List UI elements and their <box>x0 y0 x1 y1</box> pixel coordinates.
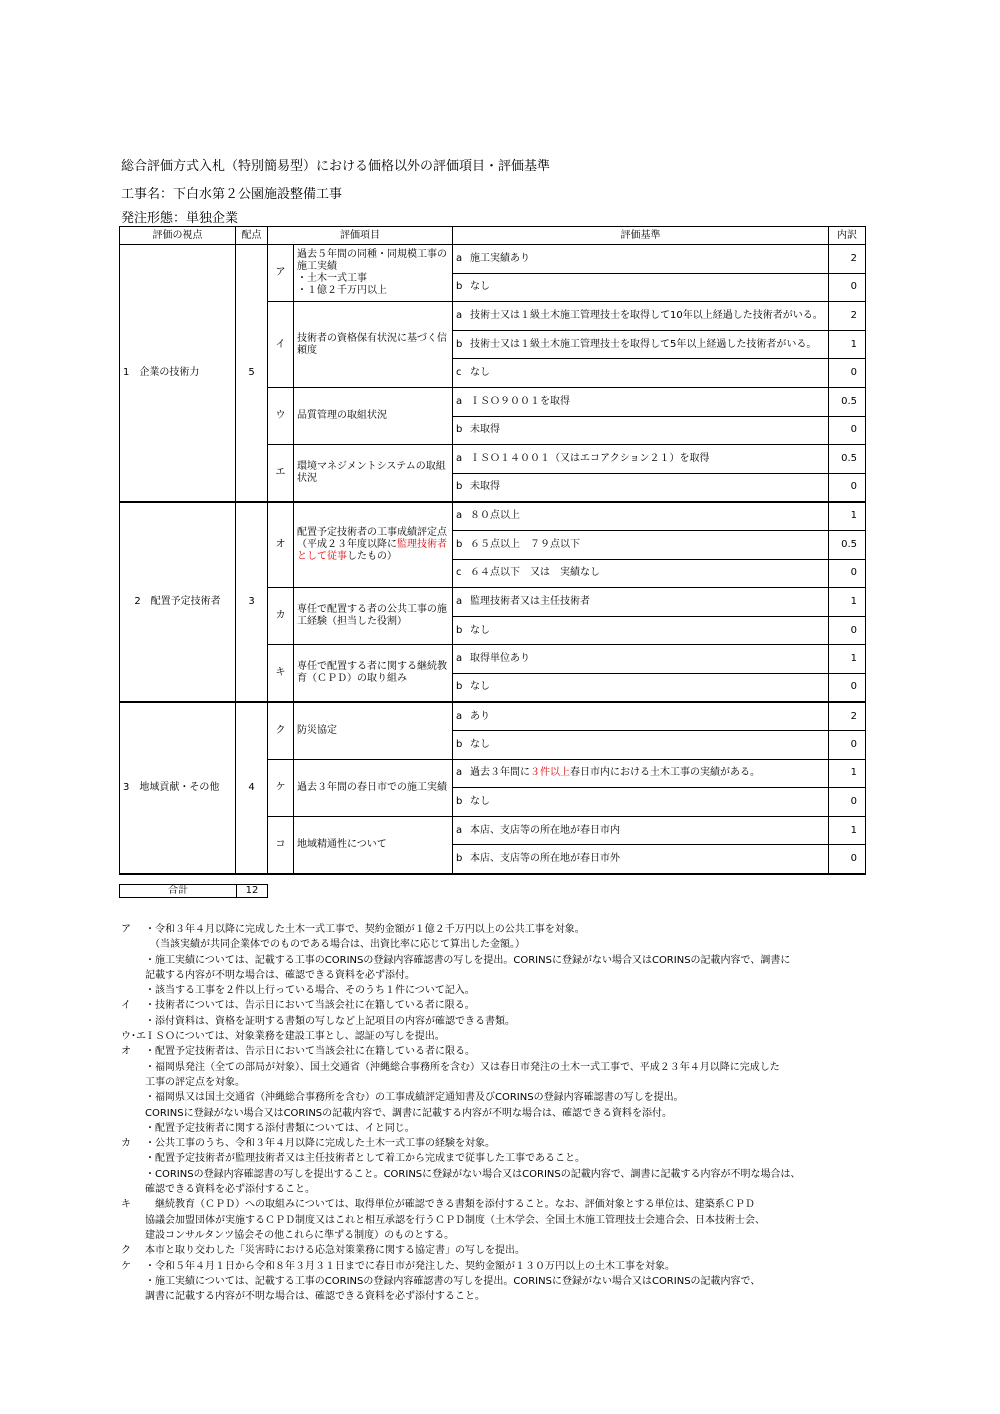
total-table <box>119 884 268 898</box>
criterion-text: なし <box>470 796 490 808</box>
criterion-label: b <box>456 624 463 636</box>
item-key: ア <box>268 245 294 302</box>
item-key: ウ <box>268 387 294 444</box>
criterion-text: 未取得 <box>470 424 500 436</box>
note-text: （当該実績が共同企業体でのものである場合は、出資比率に応じて算出した金額。） <box>145 939 525 951</box>
header-criteria: 評価基準 <box>453 227 829 245</box>
criterion-label: a <box>456 510 463 522</box>
criterion-label: a <box>456 767 463 779</box>
item-text: 専任で配置する者に関する継続教育（ＣＰＤ）の取り組み <box>294 645 453 702</box>
criterion-cell <box>453 673 829 702</box>
work-name: 工事名：下白水第２公園施設整備工事 <box>121 187 343 202</box>
note-line <box>121 1197 881 1212</box>
breakdown-value: 0 <box>829 416 866 445</box>
item-text <box>294 502 453 588</box>
note-key: イ <box>121 1000 131 1012</box>
breakdown-value: 1 <box>829 645 866 674</box>
note-text: ・CORINSの登録内容確認書の写しを提出すること。CORINSに登録がない場合又はCORINSの記載内容で、調書に記載する内容が不明な場合は、 <box>145 1168 801 1180</box>
criterion-text: ＩＳＯ９００１を取得 <box>470 395 570 407</box>
criterion-cell <box>453 473 829 502</box>
note-text: ・福岡県又は国土交通省（沖縄総合事務所を含む）の工事成績評定通知書及びCORINSの登録内容確認書の写しを提出。 <box>145 1092 684 1104</box>
criterion-text: 本店、支店等の所在地が春日市内 <box>470 824 620 836</box>
breakdown-value: 0.5 <box>829 387 866 416</box>
note-text: ・添付資料は、資格を証明する書類の写しなど上記項目の内容が確認できる書類。 <box>145 1015 515 1027</box>
item-text: 環境マネジメントシステムの取組状況 <box>294 445 453 502</box>
note-line <box>121 1228 881 1243</box>
note-line <box>121 922 881 937</box>
note-line <box>121 1167 881 1182</box>
note-text: ＩＳＯについては、対象業務を建設工事とし、認証の写しを提出。 <box>145 1031 445 1043</box>
header-points: 配点 <box>236 227 268 245</box>
criterion-text: 技術士又は１級土木施工管理技士を取得して10年以上経過した技術者がいる。 <box>470 309 823 321</box>
item-key: ク <box>268 702 294 759</box>
criterion-cell <box>453 759 829 788</box>
note-text: ・令和５年４月１日から令和８年３月３１日までに春日市が発注した、契約金額が１３０万円以上の土木工事を対象。 <box>145 1260 675 1272</box>
points-cell: 3 <box>236 502 268 702</box>
item-key: ケ <box>268 759 294 816</box>
note-line <box>121 1106 881 1121</box>
breakdown-value: 1 <box>829 816 866 845</box>
table-row <box>120 245 866 274</box>
note-line <box>121 1121 881 1136</box>
note-text: ・公共工事のうち、令和３年４月以降に完成した土木一式工事の経験を対象。 <box>145 1138 495 1150</box>
note-line <box>121 998 881 1013</box>
criterion-label: b <box>456 796 463 808</box>
note-text: 記載する内容が不明な場合は、確認できる資料を必ず添付。 <box>145 969 415 981</box>
note-text: CORINSに登録がない場合又はCORINSの記載内容で、調書に記載する内容が不明な場合は、確認できる資料を添付。 <box>145 1107 672 1119</box>
note-text: ・配置予定技術者は、告示日において当該会社に在籍している者に限る。 <box>145 1046 475 1058</box>
evaluation-table <box>119 226 866 875</box>
criterion-cell <box>453 359 829 388</box>
breakdown-value: 0 <box>829 788 866 817</box>
criterion-label: b <box>456 681 463 693</box>
note-line <box>121 1060 881 1075</box>
criterion-label: a <box>456 653 463 665</box>
note-key: ケ <box>121 1260 131 1272</box>
criterion-label: a <box>456 252 463 264</box>
note-text: ・配置予定技術者が監理技術者又は主任技術者として着工から完成まで従事した工事であること。 <box>145 1153 585 1165</box>
item-text-highlight: 監理技術者として従事 <box>297 538 447 562</box>
note-line <box>121 968 881 983</box>
note-key: キ <box>121 1199 131 1211</box>
note-line <box>121 1289 881 1304</box>
criterion-text: ６４点以下 又は 実績なし <box>470 567 600 579</box>
item-text: 地域精通性について <box>294 816 453 873</box>
criterion-text: なし <box>470 624 490 636</box>
breakdown-value: 0 <box>829 673 866 702</box>
note-line <box>121 1090 881 1105</box>
criterion-text: ８０点以上 <box>470 510 520 522</box>
criterion-text: なし <box>470 281 490 293</box>
criterion-cell <box>453 387 829 416</box>
document-title: 総合評価方式入札（特別簡易型）における価格以外の評価項目・評価基準 <box>121 159 551 174</box>
viewpoint-cell: 3 地域貢献・その他 <box>120 702 236 874</box>
item-key: コ <box>268 816 294 873</box>
note-line <box>121 1029 881 1044</box>
note-line <box>121 1075 881 1090</box>
note-text: ・施工実績については、記載する工事のCORINSの登録内容確認書の写しを提出。CORINSに登録がない場合又はCORINSの記載内容で、調書に <box>145 954 791 966</box>
notes-section <box>121 922 881 1304</box>
criterion-cell <box>453 273 829 302</box>
criterion-text: 監理技術者又は主任技術者 <box>470 595 590 607</box>
criterion-label: b <box>456 338 463 350</box>
breakdown-value: 0 <box>829 616 866 645</box>
criterion-text-highlight: ３件以上 <box>530 767 570 779</box>
criterion-cell <box>453 302 829 331</box>
note-text: 協議会加盟団体が実施するＣＰＤ制度又はこれと相互承認を行うＣＰＤ制度（土木学会、全国土木施工管理技士会連合会、日本技術士会、 <box>145 1214 765 1226</box>
points-cell: 5 <box>236 245 268 502</box>
note-key: ク <box>121 1245 131 1257</box>
breakdown-value: 1 <box>829 588 866 617</box>
note-text: 継続教育（ＣＰＤ）への取組みについては、取得単位が確認できる書類を添付すること。なお、評価対象とする単位は、建築系ＣＰＤ <box>145 1199 755 1211</box>
criterion-cell <box>453 245 829 274</box>
note-key: ア <box>121 924 131 935</box>
criterion-text-part: 過去３年間に <box>470 767 530 779</box>
criterion-cell <box>453 330 829 359</box>
item-key: カ <box>268 588 294 645</box>
breakdown-value: 0.5 <box>829 445 866 474</box>
breakdown-value: 0.5 <box>829 530 866 559</box>
breakdown-value: 0 <box>829 473 866 502</box>
note-text: ・該当する工事を２件以上行っている場合、そのうち１件について記入。 <box>145 985 475 997</box>
note-text: 調書に記載する内容が不明な場合は、確認できる資料を必ず添付すること。 <box>145 1291 485 1303</box>
item-text: 品質管理の取組状況 <box>294 387 453 444</box>
criterion-label: a <box>456 595 463 607</box>
table-row <box>120 502 866 531</box>
breakdown-value: 0 <box>829 731 866 760</box>
item-text: 過去３年間の春日市での施工実績 <box>294 759 453 816</box>
header-viewpoint: 評価の視点 <box>120 227 236 245</box>
breakdown-value: 2 <box>829 245 866 274</box>
criterion-text: 施工実績あり <box>470 252 530 264</box>
breakdown-value: 1 <box>829 502 866 531</box>
note-key: カ <box>121 1138 131 1150</box>
note-text: ・令和３年４月以降に完成した土木一式工事で、契約金額が１億２千万円以上の公共工事を対象。 <box>145 924 585 935</box>
item-text: 専任で配置する者の公共工事の施工経験（担当した役割） <box>294 588 453 645</box>
item-text-part: したもの） <box>347 550 397 562</box>
criterion-cell <box>453 731 829 760</box>
note-line <box>121 953 881 968</box>
item-key: イ <box>268 302 294 388</box>
note-line <box>121 1182 881 1197</box>
item-key: エ <box>268 445 294 502</box>
breakdown-value: 2 <box>829 302 866 331</box>
note-text: 建設コンサルタンツ協会その他これらに準ずる制度）のものとする。 <box>145 1229 455 1241</box>
item-text: 過去５年間の同種・同規模工事の施工実績 ・土木一式工事 ・１億２千万円以上 <box>294 245 453 302</box>
header-item: 評価項目 <box>268 227 453 245</box>
note-text: ・配置予定技術者に関する添付書類については、イと同じ。 <box>145 1122 415 1134</box>
criterion-text: なし <box>470 738 490 750</box>
criterion-label: b <box>456 738 463 750</box>
note-line <box>121 1243 881 1258</box>
criterion-text-part: 春日市内における土木工事の実績がある。 <box>570 767 760 779</box>
note-line <box>121 1151 881 1166</box>
criterion-cell <box>453 416 829 445</box>
criterion-text: なし <box>470 367 490 379</box>
criterion-cell <box>453 502 829 531</box>
note-text: 工事の評定点を対象。 <box>145 1076 245 1088</box>
item-text-part: 配置予定技術者の工事成績評定点（平成２３年度以降に <box>297 526 447 550</box>
criterion-text: 取得単位あり <box>470 653 530 665</box>
criterion-label: b <box>456 281 463 293</box>
criterion-text: なし <box>470 681 490 693</box>
note-key: オ <box>121 1046 131 1058</box>
breakdown-value: 0 <box>829 359 866 388</box>
criterion-cell <box>453 530 829 559</box>
note-line <box>121 1136 881 1151</box>
breakdown-value: 0 <box>829 845 866 874</box>
note-key: ウ･エ <box>121 1031 146 1043</box>
viewpoint-cell: 2 配置予定技術者 <box>120 502 236 702</box>
breakdown-value: 2 <box>829 702 866 731</box>
note-line <box>121 983 881 998</box>
note-line <box>121 1014 881 1029</box>
note-text: ・技術者については、告示日において当該会社に在籍している者に限る。 <box>145 1000 475 1012</box>
criterion-cell <box>453 816 829 845</box>
criterion-cell <box>453 788 829 817</box>
item-key: キ <box>268 645 294 702</box>
criterion-text: 未取得 <box>470 481 500 493</box>
criterion-label: a <box>456 710 463 722</box>
order-form: 発注形態：単独企業 <box>121 211 239 226</box>
breakdown-value: 0 <box>829 273 866 302</box>
criterion-text: 本店、支店等の所在地が春日市外 <box>470 853 620 865</box>
criterion-label: b <box>456 538 463 550</box>
breakdown-value: 0 <box>829 559 866 588</box>
note-text: 本市と取り交わした「災害時における応急対策業務に関する協定書」の写しを提出。 <box>145 1245 525 1257</box>
criterion-text: ６５点以上 ７９点以下 <box>470 538 580 550</box>
criterion-cell <box>453 645 829 674</box>
note-line <box>121 1044 881 1059</box>
note-text: ・福岡県発注（全ての部局が対象）、国土交通省（沖縄総合事務所を含む）又は春日市発注の土木一式工事で、平成２３年４月以降に完成した <box>145 1061 780 1073</box>
note-line <box>121 1274 881 1289</box>
total-label: 合計 <box>120 885 237 898</box>
table-row <box>120 702 866 731</box>
breakdown-value: 1 <box>829 330 866 359</box>
total-value: 12 <box>237 885 268 898</box>
item-text: 技術者の資格保有状況に基づく信頼度 <box>294 302 453 388</box>
criterion-label: c <box>456 567 462 579</box>
criterion-cell <box>453 445 829 474</box>
item-key: オ <box>268 502 294 588</box>
criterion-cell <box>453 845 829 874</box>
note-line <box>121 1259 881 1274</box>
criterion-text: ＩＳＯ１４００１（又はエコアクション２１）を取得 <box>470 452 710 464</box>
note-line <box>121 1213 881 1228</box>
criterion-cell <box>453 588 829 617</box>
header-breakdown: 内訳 <box>829 227 866 245</box>
viewpoint-cell: 1 企業の技術力 <box>120 245 236 502</box>
criterion-label: a <box>456 309 463 321</box>
criterion-cell <box>453 616 829 645</box>
note-line <box>121 937 881 952</box>
criterion-label: a <box>456 824 463 836</box>
criterion-label: a <box>456 452 463 464</box>
table-header-row <box>120 227 866 245</box>
criterion-cell <box>453 702 829 731</box>
criterion-label: b <box>456 424 463 436</box>
criterion-label: b <box>456 481 463 493</box>
note-text: 確認できる資料を必ず添付すること。 <box>145 1184 315 1196</box>
note-text: ・施工実績については、記載する工事のCORINSの登録内容確認書の写しを提出。CORINSに登録がない場合又はCORINSの記載内容で、 <box>145 1275 761 1287</box>
criterion-cell <box>453 559 829 588</box>
item-text: 防災協定 <box>294 702 453 759</box>
criterion-label: c <box>456 367 462 379</box>
criterion-label: a <box>456 395 463 407</box>
points-cell: 4 <box>236 702 268 874</box>
criterion-text: あり <box>470 710 490 722</box>
criterion-label: b <box>456 853 463 865</box>
criterion-text: 技術士又は１級土木施工管理技士を取得して5年以上経過した技術者がいる。 <box>470 338 817 350</box>
breakdown-value: 1 <box>829 759 866 788</box>
